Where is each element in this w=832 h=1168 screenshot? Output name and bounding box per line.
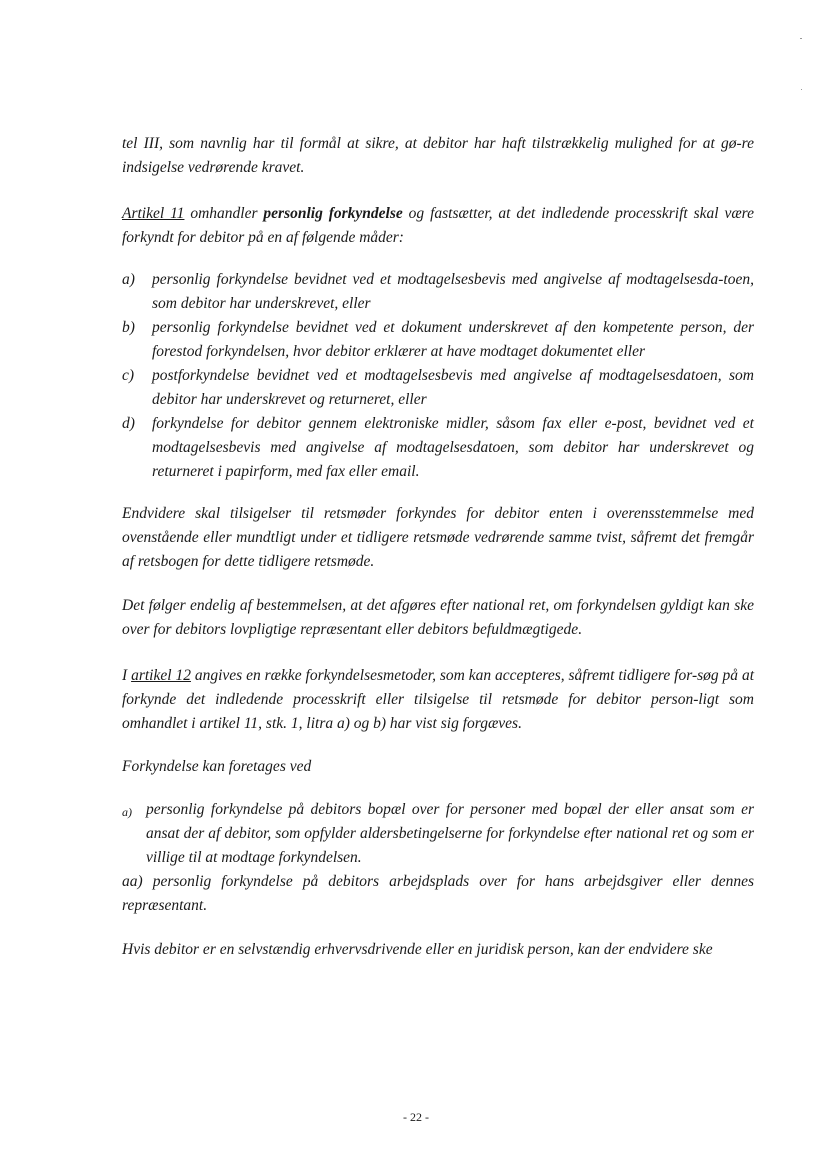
list-item-a (122, 268, 754, 316)
paragraph-selvstaendig (122, 938, 754, 962)
page-number: - 22 - (403, 1110, 429, 1124)
paragraph-forkyndelse-ved (122, 755, 754, 779)
list-marker: a) (122, 805, 132, 819)
list-item-text: personlig forkyndelse bevidnet ved et modtagelsesbevis med angivelse af modtagelsesda-toen, som debitor har underskrevet, eller (152, 271, 754, 312)
paragraph-intro (122, 132, 754, 180)
list-item-d (122, 412, 754, 484)
list-marker: d) (122, 415, 135, 432)
paragraph-selvstaendig-text: Hvis debitor er en selvstændig erhvervsdrivende eller en juridisk person, kan der endvidere ske (122, 941, 713, 958)
scan-speck (801, 89, 802, 90)
list-item-text: personlig forkyndelse på debitors bopæl over for personer med bopæl der eller ansat som er ansat der af debitor, som opfylder aldersbetingelserne for forkyndelse efter national ret og som er villige til at modtage forkyndelsen. (146, 801, 754, 866)
article-12-post: angives en række forkyndelsesmetoder, som kan accepteres, såfremt tidligere for-søg på at forkynde det indledende processkrift eller tilsigelse til retsmøde for debitor person-ligt som omhandlet i artikel 11, stk. 1, litra a) og b) har vist sig forgæves. (122, 667, 755, 732)
list-item-text: postforkyndelse bevidnet ved et modtagelsesbevis med angivelse af modtagelsesdatoen, som debitor har underskrevet og returneret, eller (152, 367, 754, 408)
paragraph-tilsigelser-text: Endvidere skal tilsigelser til retsmøder forkyndes for debitor enten i overensstemmelse med ovenstående eller mundtligt under et tidligere retsmøde vedrørende samme tvist, såfremt det fremgår af retsbogen for dette tidligere retsmøde. (122, 505, 754, 570)
list-item-c (122, 364, 754, 412)
article-12-link[interactable]: artikel 12 (131, 667, 191, 684)
list-marker: a) (122, 271, 135, 288)
list-item-text: personlig forkyndelse bevidnet ved et dokument underskrevet af den kompetente person, der forestod forkyndelsen, hvor debitor erklærer at have modtaget dokumentet eller (152, 319, 754, 360)
list2-item-a (122, 798, 754, 870)
list-item-b (122, 316, 754, 364)
paragraph-national-ret (122, 594, 754, 642)
paragraph-national-ret-text: Det følger endelig af bestemmelsen, at det afgøres efter national ret, om forkyndelsen gyldigt kan ske over for debitors lovpligtige repræsentant eller debitors befuldmægtigede. (122, 597, 754, 638)
list-item-text (122, 870, 754, 918)
list-item-body: personlig forkyndelse på debitors arbejdsplads over for hans arbejdsgiver eller dennes repræsentant. (122, 873, 755, 914)
article-11-pre: omhandler (184, 205, 264, 222)
list-item-text: forkyndelse for debitor gennem elektroniske midler, såsom fax eller e-post, bevidnet ved et modtagelsesbevis med angivelse af modtagelsesdatoen, som debitor har underskrevet og returneret i papirform, med fax eller email. (152, 415, 754, 480)
article-11-bold-term: personlig forkyndelse (263, 205, 403, 222)
list2-item-aa (122, 870, 754, 918)
paragraph-forkyndelse-ved-text: Forkyndelse kan foretages ved (122, 758, 312, 775)
article-12-pre: I (122, 667, 132, 684)
list-marker: aa) (122, 873, 143, 890)
list-marker: b) (122, 319, 135, 336)
paragraph-article-12 (122, 664, 754, 736)
scan-speck (800, 38, 802, 39)
paragraph-tilsigelser (122, 502, 754, 574)
paragraph-intro-text: tel III, som navnlig har til formål at sikre, at debitor har haft tilstrækkelig mulighed for at gø-re indsigelse vedrørende kravet. (122, 135, 754, 176)
article-11-post: og fastsætter, at det indledende processkrift skal være forkyndt for debitor på en af følgende måder: (122, 205, 755, 246)
paragraph-article-11 (122, 202, 754, 250)
article-11-link[interactable]: Artikel 11 (122, 205, 185, 222)
list-marker: c) (122, 367, 135, 384)
